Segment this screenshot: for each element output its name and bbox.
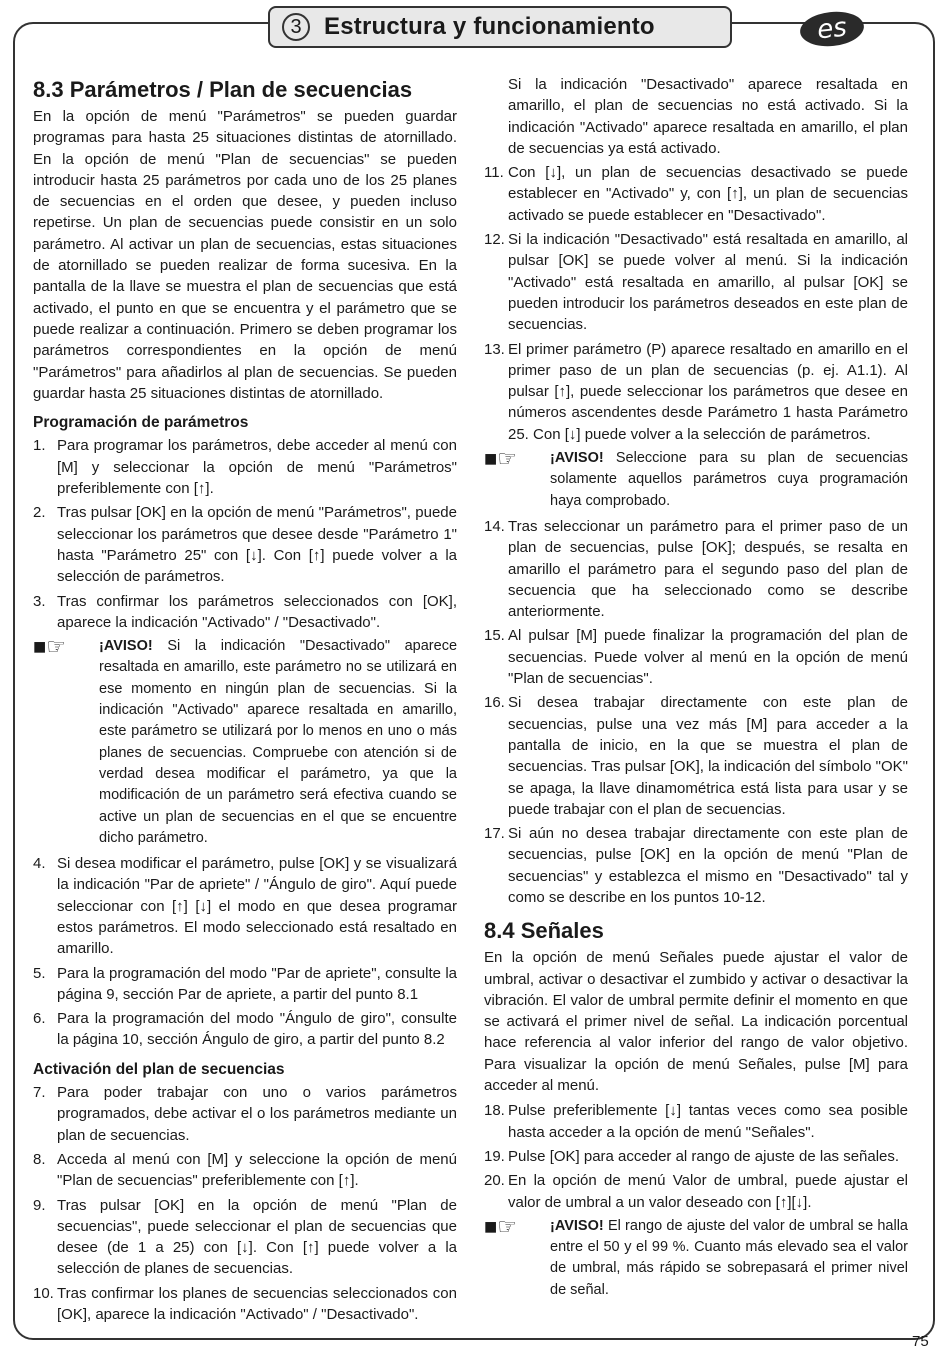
list-item: 13. El primer parámetro (P) aparece resaltado en amarillo en el primer paso de un plan de secuencias (p. ej. A1.1). Al pulsar [↑], puede seleccionar los parámetros que desee en números ascendentes desde Parámetro 1 hasta Parámetro 25. Con [↓] puede volver a la selección de parámetros. [484,340,908,443]
list-item: 3. Tras confirmar los parámetros seleccionados con [OK], aparece la indicación "Activado" / "Desactivado". [33,592,457,631]
list-item: 1. Para programar los parámetros, debe acceder al menú con [M] y seleccionar la opción de menú "Parámetros" preferiblemente con [↑]. [33,437,457,498]
list-item: 17. Si aún no desea trabajar directamente con este plan de secuencias, pulse [OK] en la opción de menú "Plan de secuencias" y establezca el mismo en "Desactivado" tal y como se describe en los puntos 10-12. [484,825,908,906]
list-item: 15. Al pulsar [M] puede finalizar la programación del plan de secuencias. Puede volver al menú en la opción de menú "Plan de secuencias". [484,627,908,688]
list-item: 14. Tras seleccionar un parámetro para el primer paso de un plan de secuencias, pulse [OK]; después, se resalta en amarillo el parámetro para el segundo paso del plan de secuencia que ha seleccionado como se describe anteriormente. [484,517,908,621]
warning-note: ■☞ ¡AVISO! Seleccione para su plan de secuencias solamente aquellos parámetros cuya programación haya comprobado. [484,448,908,512]
list-item: 9. Tras pulsar [OK] en la opción de menú "Plan de secuencias", puede seleccionar el plan de secuencias que desee (de 1 a 25) con [↓]. Con [↑] puede volver a la selección de planes de secuencias. [33,1196,457,1278]
subheading-programming: Programación de parámetros [33,414,249,432]
pointing-hand-icon: ■☞ [484,446,518,472]
list-item: 2. Tras pulsar [OK] en la opción de menú "Parámetros", puede seleccionar los parámetros que desee desde "Parámetro 1" hasta "Parámetro 25" con [↓]. Con [↑] puede volver a la selección de parámetros. [33,504,457,586]
list-item: 19. Pulse [OK] para acceder al rango de ajuste de las señales. [484,1147,900,1165]
section-intro: En la opción de menú "Parámetros" se pueden guardar programas para hasta 25 situaciones distintas de atornillado. En la opción de menú "Plan de secuencias" se pueden introducir hasta 25 parámetros por cada uno de los 25 planes de secuencias en el orden que desee, y pueden incluso repetirse. Un plan de secuencias puede consistir en un solo parámetro. Al activar un plan de secuencias, estas situaciones de atornillado se pueden realizar de forma sucesiva. En la pantalla de la llave se muestra el plan de secuencias que está activado, el punto en que se encuentra y el parámetro que se puede realizar a continuación. Primero se deben programar los parámetros correspondientes en la opción de menú "Parámetros" para añadirlos al plan de secuencias. Se pueden guardar hasta 25 situaciones distintas de atornillado. [33,108,457,402]
pointing-hand-icon: ■☞ [484,1213,518,1239]
section-heading-8-3: 8.3 Parámetros / Plan de secuencias [33,77,413,102]
list-item: 7. Para poder trabajar con uno o varios parámetros programados, debe activar el o los parámetros mediante un plan de secuencias. [33,1084,457,1144]
list-item: 11. Con [↓], un plan de secuencias desactivado se puede establecer en "Activado" y, con [↑], un plan de secuencias activado se puede establecer en "Desactivado". [484,164,908,224]
list-item: 10. Tras confirmar los planes de secuencias seleccionados con [OK], aparece la indicación "Activado" / "Desactivado". [33,1284,457,1324]
page-number: 75 [912,1333,929,1350]
list-item: 8. Acceda al menú con [M] y seleccione la opción de menú "Plan de secuencias" preferiblemente con [↑]. [33,1150,457,1190]
list-item: 4. Si desea modificar el parámetro, pulse [OK] y se visualizará la indicación "Par de apriete" / "Ángulo de giro". Aquí puede seleccionar con [↑] [↓] el modo en que desea programar estos parámetros. El modo seleccionado está resaltado en amarillo. [33,855,457,958]
section-intro: En la opción de menú Señales puede ajustar el valor de umbral, activar o desactivar el zumbido y activar o desactivar la vibración. El valor de umbral permite definir el momento en que se activará el primer nivel de señal. La indicación porcentual hace referencia al valor inferior del rango de valor objetivo. Para visualizar la opción de menú Señales, pulse [M] para acceder al menú. [484,949,908,1095]
list-item: 20. En la opción de menú Valor de umbral, puede ajustar el valor de umbral a un valor deseado con [↑][↓]. [484,1172,908,1211]
chapter-number: 3 [282,13,310,41]
language-code: es [815,12,849,46]
right-column [484,74,908,1305]
warning-note: ■☞ ¡AVISO! El rango de ajuste del valor de umbral se halla entre el 50 y el 99 %. Cuanto más elevado sea el valor de umbral, más rápido se sobrepasará el primer nivel de señal. [484,1216,908,1301]
chapter-title: Estructura y funcionamiento [324,13,655,40]
list-item: 12. Si la indicación "Desactivado" está resaltada en amarillo, al pulsar [OK] se puede volver al menú. Si la indicación "Activado" está resaltada en amarillo, al pulsar [OK] se pueden introducir los parámetros deseados en este plan de secuencias. [484,231,908,334]
warning-note: ■☞ ¡AVISO! Si la indicación "Desactivado" aparece resaltada en amarillo, este parámetro no se utilizará en ese momento en ningún plan de secuencias. Si la indicación "Activado" aparece resaltada en amarillo, este parámetro se utilizará por lo menos en uno o más planes de secuencias. Compruebe con atención si de verdad desea modificar el parámetro, ya que la modificación de un parámetro será efectiva cuando se active un plan de secuencias en el que se encuentre dicho parámetro. [33,636,457,849]
continued-paragraph: Si la indicación "Desactivado" aparece resaltada en amarillo, el plan de secuencias no está activado. Si la indicación "Activado" aparece resaltada en amarillo, el plan de secuencias ya está activado. [508,76,908,157]
section-heading-8-4: 8.4 Señales [484,918,604,944]
chapter-header [268,6,732,48]
left-column [33,74,457,1328]
list-item: 16. Si desea trabajar directamente con este plan de secuencias, pulse una vez más [M] para acceder a la pantalla de inicio, en la que se muestra el plan de secuencias. Tras pulsar [OK], la indicación del símbolo "OK" se apaga, la llave dinamométrica está lista para usar y se puede trabajar con el plan de secuencias. [484,694,908,818]
list-item: 5. Para la programación del modo "Par de apriete", consulte la página 9, sección Par de apriete, a partir del punto 8.1 [33,964,457,1003]
subheading-activation: Activación del plan de secuencias [33,1060,285,1078]
pointing-hand-icon: ■☞ [33,634,67,660]
list-item: 18. Pulse preferiblemente [↓] tantas veces como sea posible hasta acceder a la opción de menú "Señales". [484,1102,908,1141]
list-item: 6. Para la programación del modo "Ángulo de giro", consulte la página 10, sección Ángulo de giro, a partir del punto 8.2 [33,1010,457,1049]
